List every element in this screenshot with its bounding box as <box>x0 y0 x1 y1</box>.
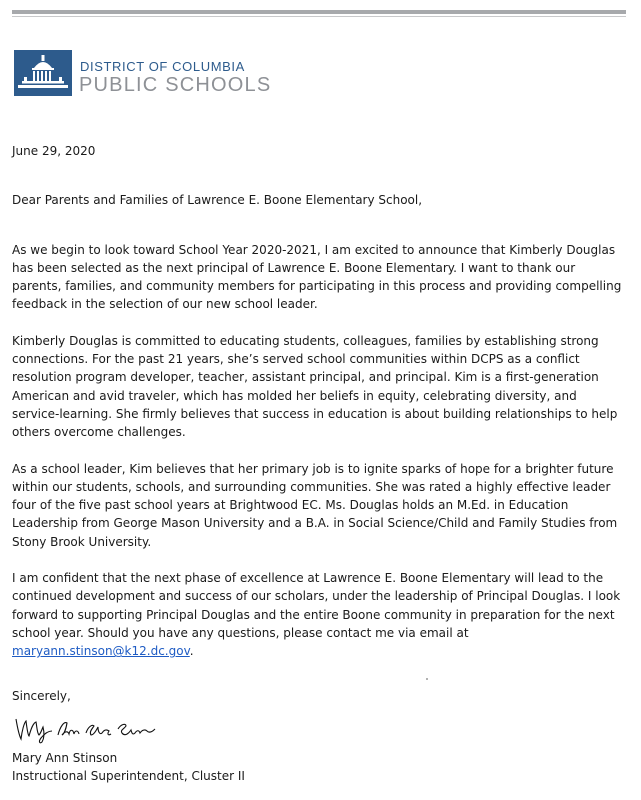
letter-closing: Sincerely, <box>12 688 71 703</box>
handwritten-signature <box>12 709 162 745</box>
letter-date: June 29, 2020 <box>12 144 96 158</box>
header-rule-thin <box>12 16 626 17</box>
stray-mark <box>426 678 428 680</box>
letter-paragraph-1: As we begin to look toward School Year 2020-2021, I am excited to announce that Kimberly Douglas has been selected as the next principal of Lawrence E. Boone Elementary. I want to thank our parents, families, and community members for participating in this process and providing compelling feedback in the selection of our new school leader. <box>12 242 622 312</box>
email-link[interactable]: maryann.stinson@k12.dc.gov <box>12 644 190 659</box>
letter-paragraph-3: As a school leader, Kim believes that her primary job is to ignite sparks of hope for a brighter future within our students, schools, and surrounding communities. She was rated a highly effective leader four of the five past school years at Brightwood EC. Ms. Douglas holds an M.Ed. in Education Leadership from George Mason University and a B.A. in Social Science/Child and Family Studies from Stony Brook University. <box>12 461 618 549</box>
letter-body <box>12 142 624 785</box>
email-trailing-period: . <box>189 644 194 659</box>
header-rule <box>12 10 626 14</box>
letter-paragraph-4-text: I am confident that the next phase of excellence at Lawrence E. Boone Elementary will lead to the continued development and success of our scholars, under the leadership of Principal Douglas. I look forward to supporting Principal Douglas and the entire Boone community in preparation for the next school year. Should you have any questions, please contact me via email at <box>12 571 621 640</box>
signature-text: Mary Ann Stinson <box>12 708 21 710</box>
letter-salutation: Dear Parents and Families of Lawrence E. Boone Elementary School, <box>12 193 423 208</box>
letter-paragraph-2: Kimberly Douglas is committed to educating students, colleagues, families by establishing strong connections. For the past 21 years, she’s served school communities within DCPS as a conflict resolution program developer, teacher, assistant principal, and principal. Kim is a first-generation American and avid traveler, which has molded her beliefs in equity, celebrating diversity, and service-learning. She firmly believes that success in education is about building relationships to help others overcome challenges. <box>12 333 618 440</box>
capitol-dome-icon <box>14 50 72 96</box>
signer-title: Instructional Superintendent, Cluster II <box>12 769 245 784</box>
letter-paragraph-4 <box>12 569 624 660</box>
signer-name: Mary Ann Stinson <box>12 750 118 765</box>
logo-org-line2: PUBLIC SCHOOLS <box>79 74 272 96</box>
logo-org-line1: DISTRICT OF COLUMBIA <box>80 59 245 74</box>
dcps-logo <box>14 50 284 100</box>
